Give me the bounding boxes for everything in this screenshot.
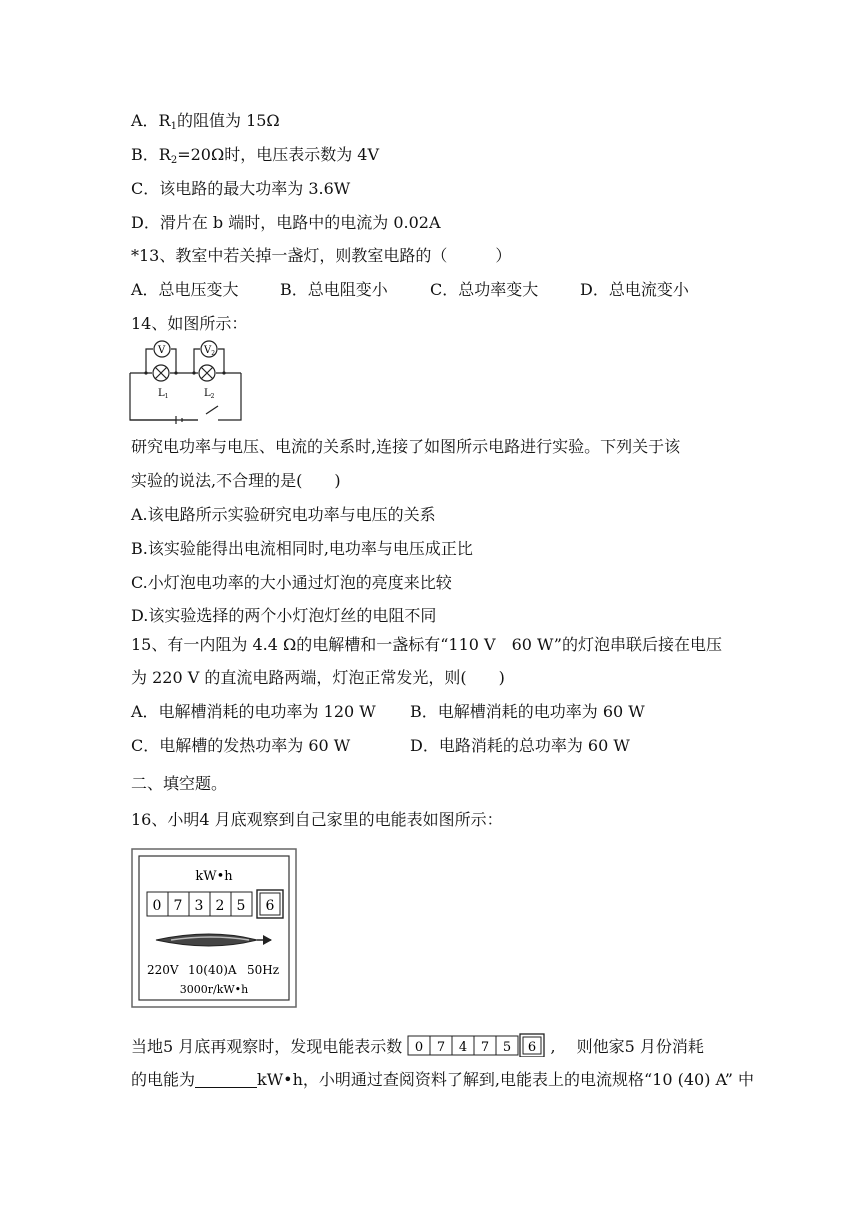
meter-digit: 0 [152, 898, 162, 914]
bulb-2-label: $L_2$ [204, 388, 215, 400]
meter-digit: 3 [194, 898, 204, 914]
q16-stem: 16、小明4 月底观察到自己家里的电能表如图所示： [131, 810, 503, 829]
inline-digit-decimal: 6 [528, 1040, 537, 1055]
meter-digit: 2 [215, 898, 225, 914]
inline-digit: 7 [437, 1040, 446, 1055]
inline-digit: 5 [503, 1040, 512, 1055]
q14-option-c: C.小灯泡电功率的大小通过灯泡的亮度来比较 [131, 573, 452, 592]
meter-constant: 3000r/kW•h [179, 983, 249, 996]
bulb-1-label: $L_1$ [158, 388, 169, 400]
q16-line-1: 当地5 月底再观察时，发现电能表示数 0 7 4 7 5 6 , 则他家5 月份消耗 [131, 1033, 704, 1058]
voltmeter-1-label: V [158, 345, 166, 356]
meter-voltage: 220V [147, 963, 179, 977]
q14-option-a: A.该电路所示实验研究电功率与电压的关系 [131, 505, 436, 524]
q13-option-c: C．总功率变大 [430, 280, 539, 299]
q15-option-b: B．电解槽消耗的电功率为 60 W [410, 702, 645, 721]
q13-stem: *13、教室中若关掉一盏灯，则教室电路的（ ） [131, 246, 512, 265]
q12-option-c: C．该电路的最大功率为 3.6W [131, 179, 351, 198]
q12-option-b: B．$R_2=20\Omega$时，电压表示数为 4V [131, 145, 380, 166]
section-heading: 二、填空题。 [131, 774, 228, 793]
meter-unit: kW•h [195, 869, 233, 884]
meter-current: 10(40)A [188, 963, 237, 977]
inline-digit: 4 [459, 1040, 468, 1055]
inline-digit: 0 [415, 1040, 424, 1055]
meter-digit: 7 [173, 898, 183, 914]
q12-option-a: A．$R_1$的阻值为 15Ω [131, 111, 280, 132]
q13-option-b: B．总电阻变小 [280, 280, 388, 299]
q14-option-b: B.该实验能得出电流相同时,电功率与电压成正比 [131, 539, 473, 558]
q15-option-a: A．电解槽消耗的电功率为 120 W [131, 702, 376, 721]
voltmeter-2-label: $V_2$ [204, 345, 216, 357]
q13-option-d: D．总电流变小 [580, 280, 689, 299]
q15-line-1: 15、有一内阻为 4.4 Ω的电解槽和一盏标有“110 V 60 W”的灯泡串联后接在电压 [131, 635, 722, 654]
inline-meter-readout [407, 1033, 545, 1057]
q15-option-c: C．电解槽的发热功率为 60 W [131, 736, 351, 755]
inline-digit: 7 [481, 1040, 490, 1055]
q15-line-2: 为 220 V 的直流电路两端，灯泡正常发光，则( ) [131, 668, 505, 687]
q13-option-a: A．总电压变大 [131, 280, 239, 299]
q15-option-d: D．电路消耗的总功率为 60 W [410, 736, 630, 755]
q14-stem: 14、如图所示： [131, 314, 248, 333]
meter-frequency: 50Hz [247, 963, 280, 977]
circuit-diagram [128, 340, 246, 426]
answer-blank[interactable] [195, 1070, 257, 1088]
meter-digit: 5 [236, 898, 246, 914]
q14-option-d: D.该实验选择的两个小灯泡灯丝的电阻不同 [131, 606, 437, 625]
q14-text-2: 实验的说法,不合理的是( ) [131, 471, 341, 490]
q12-option-d: D．滑片在 b 端时，电路中的电流为 0.02A [131, 213, 441, 232]
meter-digit-decimal: 6 [265, 898, 275, 914]
q14-text-1: 研究电功率与电压、电流的关系时,连接了如图所示电路进行实验。下列关于该 [131, 437, 681, 456]
electricity-meter [131, 848, 297, 1008]
q16-line-2: 的电能为 kW•h，小明通过查阅资料了解到,电能表上的电流规格“10 (40) A” 中 [131, 1070, 755, 1089]
